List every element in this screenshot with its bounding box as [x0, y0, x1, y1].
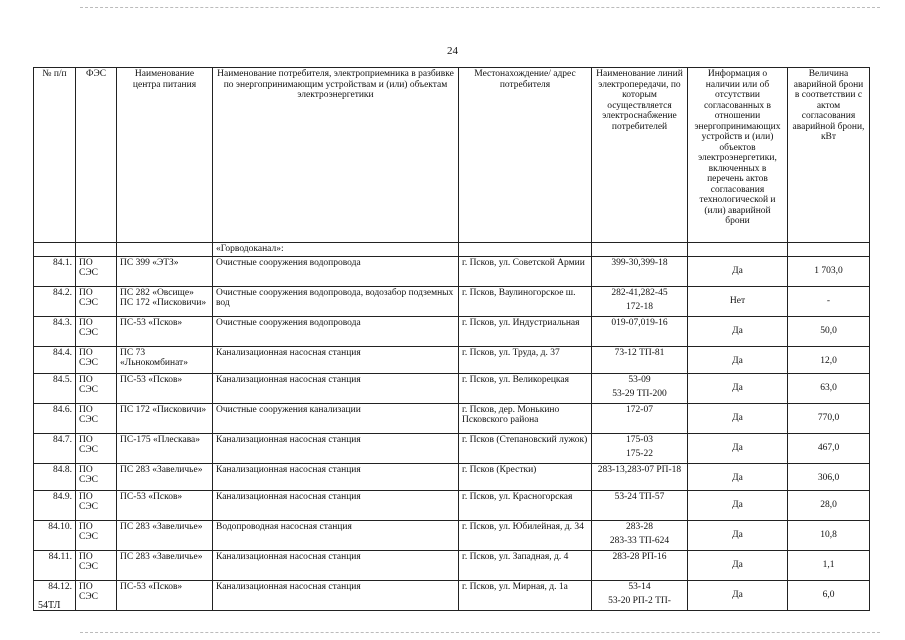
row-fes [76, 550, 117, 580]
row-fes [76, 580, 117, 610]
row-num-text: 84.3. [53, 317, 72, 328]
row-reserve-value [788, 403, 870, 433]
row-power-center [117, 373, 213, 403]
emergency-reserve-table [33, 67, 870, 611]
row-num [34, 433, 76, 463]
table-row [34, 463, 870, 490]
group-row [34, 243, 870, 257]
row-power-center-text: ПС 73 «Льнокомбинат» [120, 347, 188, 368]
scan-artifact-bottom [80, 632, 880, 633]
row-address [459, 346, 592, 373]
scan-artifact-top [80, 7, 880, 8]
row-reserve-value-text: 12,0 [820, 355, 837, 366]
row-reserve-value-text: 1 703,0 [814, 265, 843, 276]
row-consumer-text: Очистные сооружения водопровода [216, 257, 361, 268]
row-reserve-value [788, 346, 870, 373]
row-reserve-value [788, 316, 870, 346]
table-row [34, 580, 870, 610]
row-lines [592, 373, 688, 403]
row-info [688, 490, 788, 520]
row-lines [592, 286, 688, 316]
row-consumer-text: Очистные сооружения канализации [216, 404, 361, 415]
row-reserve-value [788, 490, 870, 520]
row-lines-primary: 282-41,282-45 [611, 287, 668, 298]
row-lines [592, 433, 688, 463]
row-info-text: Да [732, 412, 743, 423]
row-power-center [117, 433, 213, 463]
row-fes [76, 490, 117, 520]
row-num [34, 286, 76, 316]
row-num-text: 84.11. [48, 551, 72, 562]
row-fes [76, 403, 117, 433]
row-num-text: 84.2. [53, 287, 72, 298]
row-address-text: г. Псков, ул. Западная, д. 4 [462, 551, 569, 562]
row-reserve-value-text: 50,0 [820, 325, 837, 336]
row-address [459, 316, 592, 346]
row-consumer-text: Канализационная насосная станция [216, 551, 361, 562]
header-reserve-value: Величина аварийной брони в соответствии с актом согласования аварийной брони, кВт [788, 68, 870, 243]
row-fes-text: ПО СЭС [79, 581, 98, 602]
table-header-row [34, 68, 870, 243]
row-num-text: 84.8. [53, 464, 72, 475]
row-lines-primary: 53-09 [628, 374, 651, 385]
row-num-text: 84.1. [53, 257, 72, 268]
row-fes-text: ПО СЭС [79, 374, 98, 395]
row-lines-primary: 399-30,399-18 [611, 257, 668, 268]
table-row [34, 433, 870, 463]
row-num-text: 84.7. [53, 434, 72, 445]
header-power-center: Наименование центра питания [117, 68, 213, 243]
row-num-text: 84.5. [53, 374, 72, 385]
row-consumer-text: Канализационная насосная станция [216, 434, 361, 445]
row-info [688, 550, 788, 580]
row-address-text: г. Псков, ул. Труда, д. 37 [462, 347, 560, 358]
row-consumer [213, 490, 459, 520]
row-num-text: 84.4. [53, 347, 72, 358]
row-address-text: г. Псков, ул. Великорецкая [462, 374, 569, 385]
row-reserve-value [788, 520, 870, 550]
row-lines [592, 550, 688, 580]
row-power-center-text: ПС-53 «Псков» [120, 374, 183, 385]
table-row [34, 520, 870, 550]
row-consumer-text: Очистные сооружения водопровода, водозабор подземных вод [216, 287, 454, 308]
row-consumer [213, 316, 459, 346]
row-address [459, 373, 592, 403]
row-consumer [213, 550, 459, 580]
row-power-center [117, 520, 213, 550]
row-info-text: Да [732, 559, 743, 570]
row-fes [76, 433, 117, 463]
row-reserve-value-text: 306,0 [817, 472, 840, 483]
row-power-center [117, 256, 213, 286]
row-consumer-text: Очистные сооружения водопровода [216, 317, 361, 328]
row-lines-primary: 53-14 [628, 581, 651, 592]
header-address: Местонахождение/ адрес потребителя [459, 68, 592, 243]
row-num-text: 84.9. [53, 491, 72, 502]
row-lines [592, 520, 688, 550]
row-consumer [213, 520, 459, 550]
row-consumer-text: Канализационная насосная станция [216, 464, 361, 475]
row-address-text: г. Псков (Крестки) [462, 464, 537, 475]
row-num [34, 490, 76, 520]
row-power-center [117, 550, 213, 580]
row-num [34, 256, 76, 286]
row-fes-text: ПО СЭС [79, 464, 98, 485]
row-address-text: г. Псков, ул. Советской Армии [462, 257, 585, 268]
row-reserve-value-text: 467,0 [817, 442, 840, 453]
row-fes [76, 256, 117, 286]
row-reserve-value-text: 6,0 [822, 589, 835, 600]
row-power-center-text: ПС 282 «Овсище» ПС 172 «Писковичи» [120, 287, 207, 308]
row-info [688, 346, 788, 373]
row-lines [592, 580, 688, 610]
row-power-center-text: ПС 283 «Завеличье» [120, 464, 203, 475]
row-fes [76, 346, 117, 373]
row-power-center [117, 490, 213, 520]
row-num [34, 403, 76, 433]
row-address [459, 463, 592, 490]
row-fes-text: ПО СЭС [79, 404, 98, 425]
row-consumer-text: Водопроводная насосная станция [216, 521, 352, 532]
header-consumer: Наименование потребителя, электроприемника в разбивке по энергопринимающим устройствам и (или) объектам электроэнергетики [213, 68, 459, 243]
row-info [688, 373, 788, 403]
header-lines: Наименование линий электропередачи, по которым осуществляется электроснабжение потребителей [592, 68, 688, 243]
row-lines-secondary: 53-29 ТП-200 [612, 389, 667, 399]
row-lines-primary: 283-28 РП-16 [612, 551, 667, 562]
row-reserve-value-text: 28,0 [820, 499, 837, 510]
row-info-text: Да [732, 355, 743, 366]
row-lines-primary: 283-28 [626, 521, 653, 532]
row-power-center-text: ПС 283 «Завеличье» [120, 521, 203, 532]
row-power-center [117, 463, 213, 490]
row-reserve-value [788, 286, 870, 316]
row-reserve-value [788, 580, 870, 610]
row-info-text: Да [732, 442, 743, 453]
row-info [688, 316, 788, 346]
row-reserve-value [788, 373, 870, 403]
row-reserve-value-text: - [826, 295, 831, 306]
row-power-center [117, 346, 213, 373]
row-fes-text: ПО СЭС [79, 317, 98, 338]
row-consumer-text: Канализационная насосная станция [216, 374, 361, 385]
row-info [688, 256, 788, 286]
row-fes [76, 373, 117, 403]
row-consumer [213, 433, 459, 463]
row-power-center-text: ПС 399 «ЭТЗ» [120, 257, 179, 268]
row-power-center-text: ПС-175 «Плескава» [120, 434, 201, 445]
row-consumer-text: Канализационная насосная станция [216, 581, 361, 592]
row-power-center [117, 580, 213, 610]
row-reserve-value-text: 1,1 [822, 559, 835, 570]
row-info-text: Да [732, 529, 743, 540]
row-lines-primary: 73-12 ТП-81 [614, 347, 665, 358]
row-power-center [117, 286, 213, 316]
row-info-text: Да [732, 325, 743, 336]
row-lines-primary: 283-13,283-07 РП-18 [597, 464, 682, 475]
row-reserve-value [788, 256, 870, 286]
row-address-text: г. Псков, ул. Мирная, д. 1а [462, 581, 568, 592]
row-info-text: Да [732, 382, 743, 393]
row-lines [592, 346, 688, 373]
row-fes [76, 286, 117, 316]
row-fes-text: ПО СЭС [79, 257, 98, 278]
footer-code: 54ТЛ [38, 600, 61, 611]
row-info [688, 286, 788, 316]
row-fes [76, 463, 117, 490]
row-power-center [117, 403, 213, 433]
row-power-center [117, 316, 213, 346]
row-num [34, 550, 76, 580]
row-info-text: Нет [729, 295, 746, 306]
row-reserve-value [788, 463, 870, 490]
row-consumer [213, 403, 459, 433]
table-row [34, 403, 870, 433]
row-reserve-value-text: 63,0 [820, 382, 837, 393]
row-lines [592, 463, 688, 490]
row-fes [76, 316, 117, 346]
table-row [34, 316, 870, 346]
row-power-center-text: ПС-53 «Псков» [120, 581, 183, 592]
row-address [459, 520, 592, 550]
row-power-center-text: ПС 172 «Писковичи» [120, 404, 207, 415]
row-address [459, 490, 592, 520]
row-lines [592, 316, 688, 346]
row-num-text: 84.6. [53, 404, 72, 415]
row-consumer [213, 580, 459, 610]
table-row [34, 256, 870, 286]
row-num [34, 316, 76, 346]
row-address [459, 580, 592, 610]
page-number: 24 [447, 45, 458, 57]
row-fes-text: ПО СЭС [79, 551, 98, 572]
row-num [34, 373, 76, 403]
row-reserve-value [788, 433, 870, 463]
header-num: № п/п [34, 68, 76, 243]
row-lines-primary: 172-07 [626, 404, 653, 415]
row-address [459, 550, 592, 580]
row-fes-text: ПО СЭС [79, 347, 98, 368]
row-lines-primary: 175-03 [626, 434, 653, 445]
row-address [459, 286, 592, 316]
row-address-text: г. Псков (Степановский лужок) [462, 434, 588, 445]
table-row [34, 346, 870, 373]
row-fes-text: ПО СЭС [79, 287, 98, 308]
row-fes [76, 520, 117, 550]
row-address-text: г. Псков, ул. Индустриальная [462, 317, 580, 328]
row-info [688, 403, 788, 433]
row-lines-secondary: 53-20 РП-2 ТП- [608, 596, 671, 606]
row-consumer [213, 373, 459, 403]
table-row [34, 550, 870, 580]
row-fes-text: ПО СЭС [79, 491, 98, 512]
row-consumer-text: Канализационная насосная станция [216, 491, 361, 502]
row-consumer [213, 346, 459, 373]
row-address [459, 256, 592, 286]
row-lines-secondary: 283-33 ТП-624 [609, 536, 670, 546]
row-info [688, 580, 788, 610]
row-info [688, 520, 788, 550]
row-consumer [213, 256, 459, 286]
row-info-text: Да [732, 499, 743, 510]
row-info-text: Да [732, 472, 743, 483]
row-consumer [213, 463, 459, 490]
row-reserve-value [788, 550, 870, 580]
header-info: Информация о наличии или об отсутствии согласованных в отношении энергопринимающих устройств и (или) объектов электроэнергетики, включенных в перечень актов согласования технологической и (или) аварийной брони [688, 68, 788, 243]
row-address [459, 403, 592, 433]
row-info [688, 433, 788, 463]
row-lines-primary: 019-07,019-16 [611, 317, 668, 328]
row-num [34, 463, 76, 490]
row-address-text: г. Псков, Ваулиногорское ш. [462, 287, 576, 298]
row-lines-secondary: 175-22 [626, 449, 653, 459]
row-consumer [213, 286, 459, 316]
row-power-center-text: ПС-53 «Псков» [120, 491, 183, 502]
row-num [34, 520, 76, 550]
row-address-text: г. Псков, ул. Красногорская [462, 491, 573, 502]
table-row [34, 490, 870, 520]
row-lines [592, 490, 688, 520]
row-lines [592, 403, 688, 433]
row-consumer-text: Канализационная насосная станция [216, 347, 361, 358]
row-num-text: 84.12. [48, 581, 72, 592]
row-num-text: 84.10. [48, 521, 72, 532]
header-fes: ФЭС [76, 68, 117, 243]
row-fes-text: ПО СЭС [79, 434, 98, 455]
row-address [459, 433, 592, 463]
group-label: «Горводоканал»: [213, 243, 459, 257]
table-row [34, 286, 870, 316]
row-power-center-text: ПС 283 «Завеличье» [120, 551, 203, 562]
row-info [688, 463, 788, 490]
row-power-center-text: ПС-53 «Псков» [120, 317, 183, 328]
row-lines-secondary: 172-18 [626, 302, 653, 312]
row-address-text: г. Псков, дер. Монькино Псковского района [462, 404, 560, 425]
row-lines [592, 256, 688, 286]
row-address-text: г. Псков, ул. Юбилейная, д. 34 [462, 521, 584, 532]
row-lines-primary: 53-24 ТП-57 [614, 491, 665, 502]
row-info-text: Да [732, 265, 743, 276]
row-info-text: Да [732, 589, 743, 600]
row-reserve-value-text: 10,8 [820, 529, 837, 540]
row-num [34, 346, 76, 373]
row-reserve-value-text: 770,0 [817, 412, 840, 423]
row-fes-text: ПО СЭС [79, 521, 98, 542]
table-row [34, 373, 870, 403]
